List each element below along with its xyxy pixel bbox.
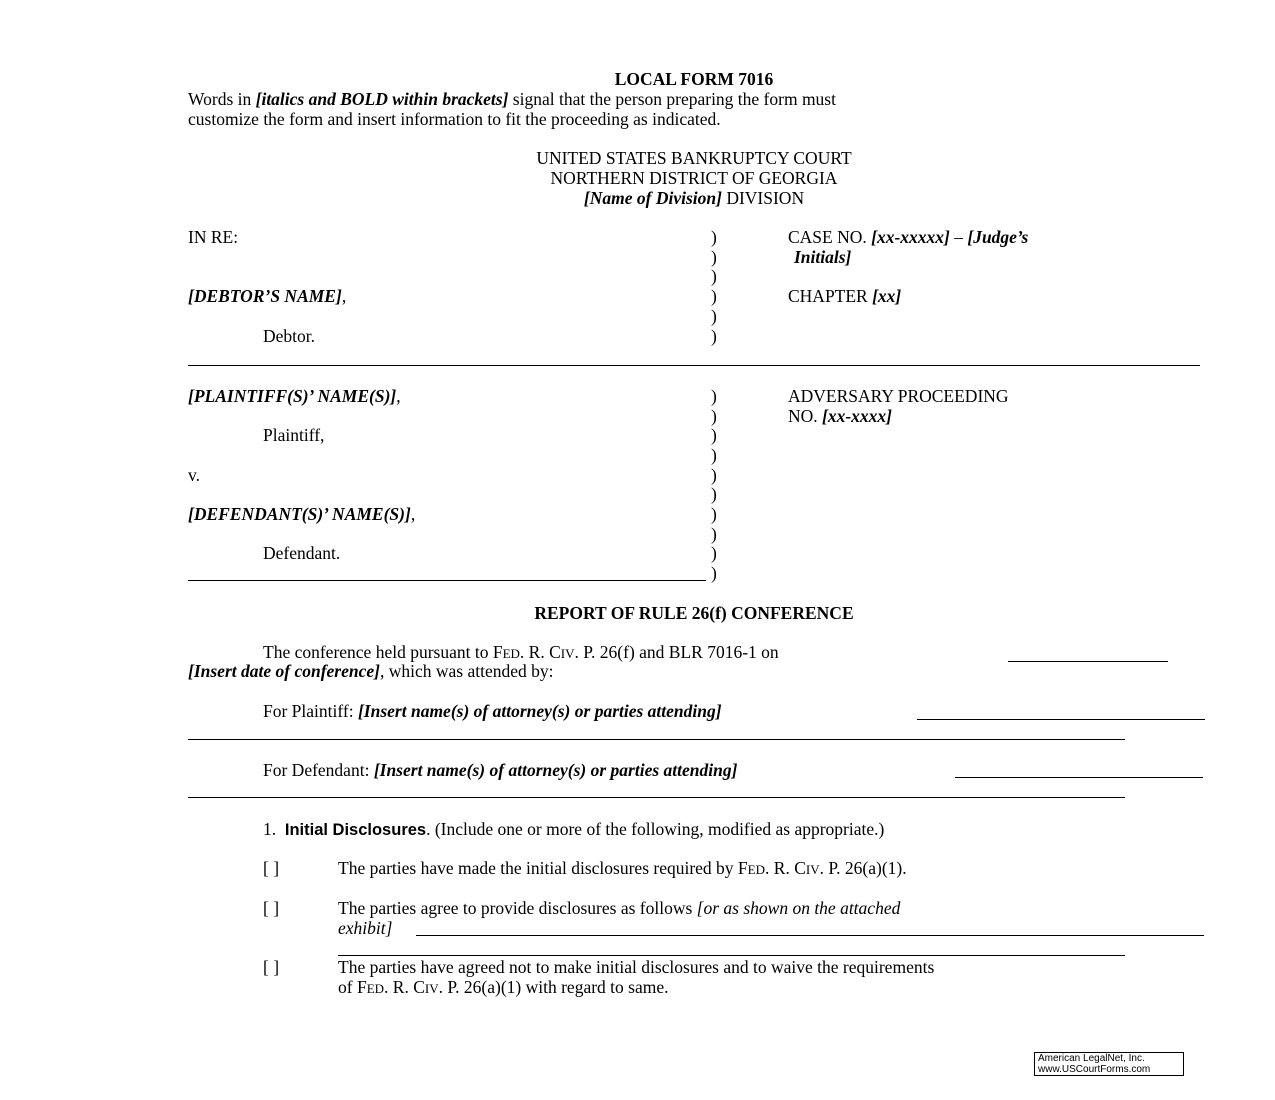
option1-text: The parties have made the initial disclosures required by FED. R. CIV. P. 26(a)(1). bbox=[338, 858, 907, 878]
versus-label: v. bbox=[188, 465, 200, 485]
option2-blank[interactable] bbox=[416, 935, 1204, 936]
defendant-name: [DEFENDANT(S)’ NAME(S)], bbox=[188, 504, 416, 524]
debtor-name: [DEBTOR’S NAME], bbox=[188, 286, 347, 306]
court-name: UNITED STATES BANKRUPTCY COURT bbox=[536, 148, 852, 168]
intro-line1: The conference held pursuant to FED. R. CIV. P. 26(f) and BLR 7016-1 on bbox=[263, 642, 779, 662]
plaintiff-attendee-blank-2[interactable] bbox=[188, 739, 1125, 740]
caption-paren: ) bbox=[711, 445, 717, 465]
caption-divider bbox=[188, 365, 1200, 366]
defendant-attendee-blank-2[interactable] bbox=[188, 797, 1125, 798]
caption-paren: ) bbox=[711, 563, 717, 583]
caption-paren: ) bbox=[711, 386, 717, 406]
caption-paren: ) bbox=[711, 266, 717, 286]
instruction-note-line1: Words in [italics and BOLD within brackets] signal that the person preparing the form must bbox=[188, 89, 836, 109]
section-1-heading: 1. Initial Disclosures. (Include one or more of the following, modified as appropriate.) bbox=[263, 819, 885, 839]
report-title: REPORT OF RULE 26(f) CONFERENCE bbox=[534, 603, 854, 623]
option3-checkbox[interactable]: [ ] bbox=[263, 957, 280, 977]
adversary-label: ADVERSARY PROCEEDING bbox=[788, 386, 1009, 406]
option3-text-cont: of FED. R. CIV. P. 26(a)(1) with regard to same. bbox=[338, 977, 669, 997]
chapter-number: CHAPTER [xx] bbox=[788, 286, 902, 306]
judge-initials: Initials] bbox=[794, 247, 852, 267]
caption-paren: ) bbox=[711, 227, 717, 247]
adversary-number: NO. [xx-xxxx] bbox=[788, 406, 893, 426]
court-district: NORTHERN DISTRICT OF GEORGIA bbox=[550, 168, 838, 188]
publisher-name: American LegalNet, Inc. bbox=[1038, 1053, 1145, 1064]
plaintiff-attendee-blank[interactable] bbox=[917, 719, 1205, 720]
intro-line2: [Insert date of conference], which was attended by: bbox=[188, 661, 554, 681]
for-defendant-line: For Defendant: [Insert name(s) of attorney(s) or parties attending] bbox=[263, 760, 738, 780]
court-division: [Name of Division] DIVISION bbox=[583, 188, 805, 208]
publisher-url: www.USCourtForms.com bbox=[1038, 1064, 1151, 1075]
caption-paren: ) bbox=[711, 465, 717, 485]
option3-text: The parties have agreed not to make initial disclosures and to waive the requirements bbox=[338, 957, 935, 977]
option2-text-cont: exhibit] bbox=[338, 918, 393, 938]
caption-bottom-line bbox=[188, 580, 706, 581]
case-number: CASE NO. [xx-xxxxx] – [Judge’s bbox=[788, 227, 1029, 247]
instruction-note-line2: customize the form and insert information to fit the proceeding as indicated. bbox=[188, 109, 721, 129]
caption-paren: ) bbox=[711, 326, 717, 346]
plaintiff-name: [PLAINTIFF(S)’ NAME(S)], bbox=[188, 386, 401, 406]
caption-paren: ) bbox=[711, 286, 717, 306]
caption-paren: ) bbox=[711, 425, 717, 445]
caption-paren: ) bbox=[711, 504, 717, 524]
option1-checkbox[interactable]: [ ] bbox=[263, 858, 280, 878]
caption-paren: ) bbox=[711, 543, 717, 563]
defendant-label: Defendant. bbox=[263, 543, 341, 563]
conference-date-blank[interactable] bbox=[1008, 661, 1168, 662]
caption-paren: ) bbox=[711, 306, 717, 326]
option2-blank-2[interactable] bbox=[338, 955, 1125, 956]
caption-paren: ) bbox=[711, 247, 717, 267]
plaintiff-label: Plaintiff, bbox=[263, 425, 325, 445]
publisher-stamp bbox=[1034, 1052, 1184, 1076]
option2-checkbox[interactable]: [ ] bbox=[263, 898, 280, 918]
debtor-label: Debtor. bbox=[263, 326, 316, 346]
option2-text: The parties agree to provide disclosures as follows [or as shown on the attached bbox=[338, 898, 901, 918]
caption-paren: ) bbox=[711, 484, 717, 504]
caption-paren: ) bbox=[711, 524, 717, 544]
in-re-label: IN RE: bbox=[188, 227, 239, 247]
for-plaintiff-line: For Plaintiff: [Insert name(s) of attorney(s) or parties attending] bbox=[263, 701, 722, 721]
defendant-attendee-blank[interactable] bbox=[955, 777, 1203, 778]
caption-paren: ) bbox=[711, 406, 717, 426]
